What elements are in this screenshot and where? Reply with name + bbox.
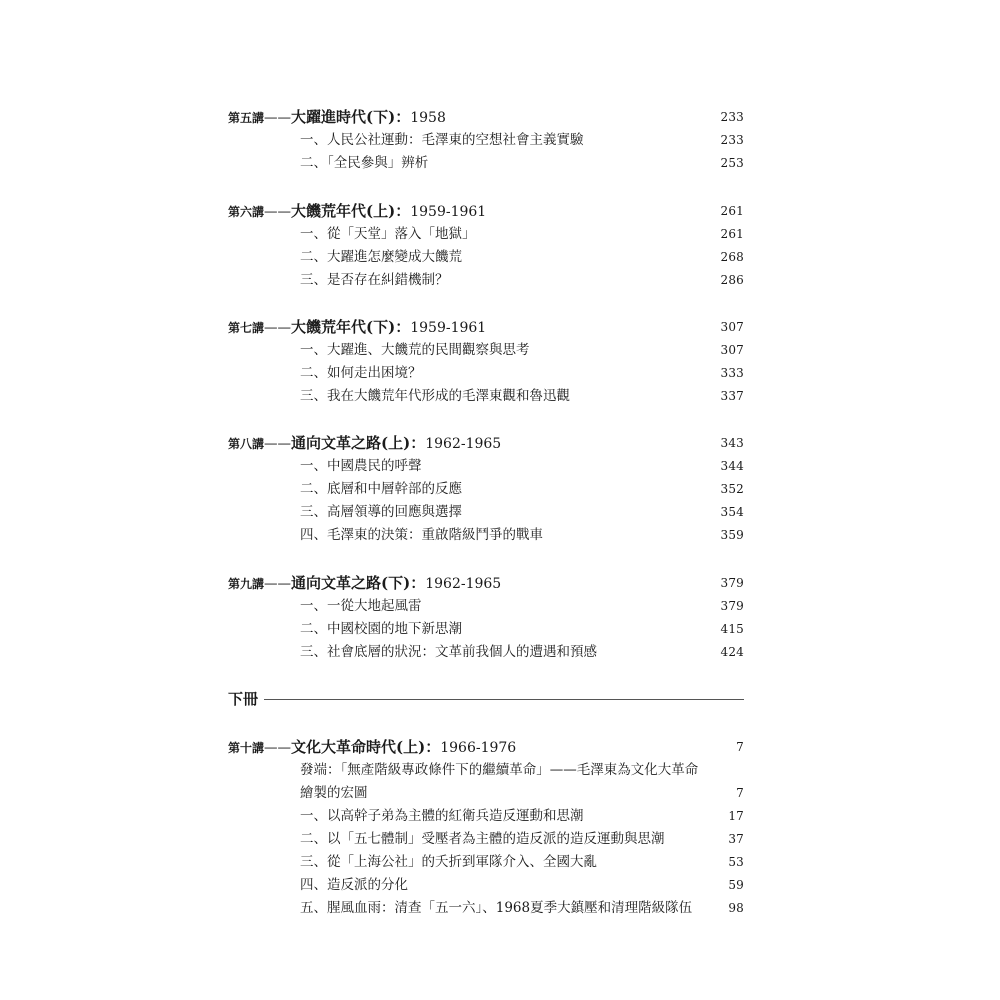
lecture-heading-text — [228, 432, 501, 455]
toc-entry — [228, 129, 744, 151]
toc-entry-page: 424 — [720, 645, 744, 659]
lecture-page-number: 233 — [720, 110, 744, 124]
lecture-heading-text — [228, 106, 446, 129]
lecture-page-number: 379 — [720, 576, 744, 590]
toc-entry-page: 59 — [728, 878, 744, 892]
lecture-page-number: 343 — [720, 436, 744, 450]
toc-entry-text: 三、從「上海公社」的夭折到軍隊介入、全國大亂 — [300, 854, 597, 870]
toc-entry-text: 三、社會底層的狀況：文革前我個人的遭遇和預感 — [300, 644, 597, 660]
toc-entry-text: 發端：「無產階級專政條件下的繼續革命」——毛澤東為文化大革命 — [300, 762, 699, 778]
toc-entry-text: 四、毛澤東的決策：重啟階級鬥爭的戰車 — [300, 527, 543, 543]
lecture-dash: —— — [264, 320, 292, 336]
toc-entry-text: 三、是否存在糾錯機制？ — [300, 272, 449, 288]
lecture-dash: —— — [264, 110, 292, 126]
toc-entry — [228, 874, 744, 896]
toc-entry-text: 二、以「五七體制」受壓者為主體的造反派的造反運動與思潮 — [300, 831, 665, 847]
toc-entry — [228, 897, 744, 919]
volume-divider — [228, 688, 744, 710]
lecture-page-number: 261 — [720, 204, 744, 218]
lecture-label: 第七講 — [228, 321, 265, 335]
toc-entry-page: 354 — [720, 505, 744, 519]
lecture-label: 第八講 — [228, 437, 265, 451]
lecture-dash: —— — [264, 204, 292, 220]
toc-entry-page: 333 — [720, 366, 744, 380]
toc-entry-text: 二、如何走出困境？ — [300, 365, 422, 381]
toc-entry — [228, 246, 744, 268]
toc-entry-text: 二、大躍進怎麼變成大饑荒 — [300, 249, 462, 265]
toc-entry-text: 一、一從大地起風雷 — [300, 598, 422, 614]
toc-entry-text: 三、我在大饑荒年代形成的毛澤東觀和魯迅觀 — [300, 388, 570, 404]
toc-entry — [228, 385, 744, 407]
toc-entry — [228, 851, 744, 873]
toc-entry-page: 17 — [728, 809, 744, 823]
toc-entry-text: 一、中國農民的呼聲 — [300, 458, 422, 474]
lecture-dash: —— — [264, 436, 292, 452]
lecture-years: 1966-1976 — [440, 740, 517, 756]
lecture-title: 大饑荒年代(上)： — [291, 202, 411, 220]
lecture-dash: —— — [264, 740, 292, 756]
toc-entry-text: 二、中國校園的地下新思潮 — [300, 621, 462, 637]
lecture-heading-text — [228, 572, 501, 595]
toc-entry — [228, 362, 744, 384]
toc-entry-page: 261 — [720, 227, 744, 241]
toc-entry-page: 253 — [720, 156, 744, 170]
lecture-years: 1959-1961 — [410, 320, 487, 336]
toc-entry-page: 344 — [720, 459, 744, 473]
toc-entry-text: 三、高層領導的回應與選擇 — [300, 504, 462, 520]
lecture-years: 1958 — [410, 110, 446, 126]
toc-entry-text: 五、腥風血雨：清查「五一六」、1968夏季大鎮壓和清理階級隊伍 — [300, 900, 693, 916]
toc-entry — [228, 782, 744, 804]
lecture-heading-text — [228, 736, 516, 759]
toc-entry-page: 286 — [720, 273, 744, 287]
toc-entry — [228, 524, 744, 546]
lecture-label: 第六講 — [228, 205, 265, 219]
lecture-10-heading — [228, 736, 744, 758]
toc-entry-text: 一、從「天堂」落入「地獄」 — [300, 226, 476, 242]
lecture-title: 通向文革之路(下)： — [291, 574, 426, 592]
lecture-heading-text — [228, 316, 486, 339]
lecture-page-number: 307 — [720, 320, 744, 334]
toc-entry — [228, 478, 744, 500]
lecture-6-heading — [228, 200, 744, 222]
lecture-title: 大躍進時代(下)： — [291, 108, 411, 126]
lecture-title: 通向文革之路(上)： — [291, 434, 426, 452]
lecture-9-heading — [228, 572, 744, 594]
lecture-title: 文化大革命時代(上)： — [291, 738, 441, 756]
toc-entry-text: 一、大躍進、大饑荒的民間觀察與思考 — [300, 342, 530, 358]
toc-entry — [228, 152, 744, 174]
lecture-dash: —— — [264, 576, 292, 592]
toc-entry-page: 352 — [720, 482, 744, 496]
lecture-title: 大饑荒年代(下)： — [291, 318, 411, 336]
toc-entry-text: 四、造反派的分化 — [300, 877, 408, 893]
toc-entry-page: 233 — [720, 133, 744, 147]
toc-entry — [228, 339, 744, 361]
lecture-7-heading — [228, 316, 744, 338]
toc-entry-page: 337 — [720, 389, 744, 403]
lecture-8-heading — [228, 432, 744, 454]
toc-entry — [228, 805, 744, 827]
toc-entry — [228, 759, 744, 781]
toc-entry — [228, 641, 744, 663]
toc-entry — [228, 501, 744, 523]
toc-entry — [228, 223, 744, 245]
toc-entry-text: 二、底層和中層幹部的反應 — [300, 481, 462, 497]
volume-rule — [264, 699, 744, 700]
toc-entry-page: 53 — [728, 855, 744, 869]
toc-entry-page: 7 — [736, 786, 744, 800]
toc-entry — [228, 618, 744, 640]
toc-entry-page: 307 — [720, 343, 744, 357]
toc-entry-page: 268 — [720, 250, 744, 264]
toc-entry — [228, 455, 744, 477]
toc-entry-page: 415 — [720, 622, 744, 636]
toc-entry-text: 二、「全民參與」辨析 — [300, 155, 429, 171]
lecture-years: 1962-1965 — [425, 436, 502, 452]
lecture-heading-text — [228, 200, 486, 223]
lecture-years: 1962-1965 — [425, 576, 502, 592]
toc-entry-text: 繪製的宏圖 — [300, 785, 368, 801]
lecture-label: 第九講 — [228, 577, 265, 591]
toc-entry-page: 359 — [720, 528, 744, 542]
toc-entry-page: 98 — [728, 901, 744, 915]
lecture-label: 第十講 — [228, 741, 265, 755]
toc-entry — [228, 595, 744, 617]
toc-entry — [228, 269, 744, 291]
lecture-page-number: 7 — [736, 740, 744, 754]
lecture-label: 第五講 — [228, 111, 265, 125]
toc-entry-text: 一、以高幹子弟為主體的紅衛兵造反運動和思潮 — [300, 808, 584, 824]
toc-entry-page: 379 — [720, 599, 744, 613]
volume-label: 下冊 — [228, 690, 259, 708]
lecture-5-heading — [228, 106, 744, 128]
toc-entry-page: 37 — [728, 832, 744, 846]
lecture-years: 1959-1961 — [410, 204, 487, 220]
toc-entry-text: 一、人民公社運動：毛澤東的空想社會主義實驗 — [300, 132, 584, 148]
toc-entry — [228, 828, 744, 850]
